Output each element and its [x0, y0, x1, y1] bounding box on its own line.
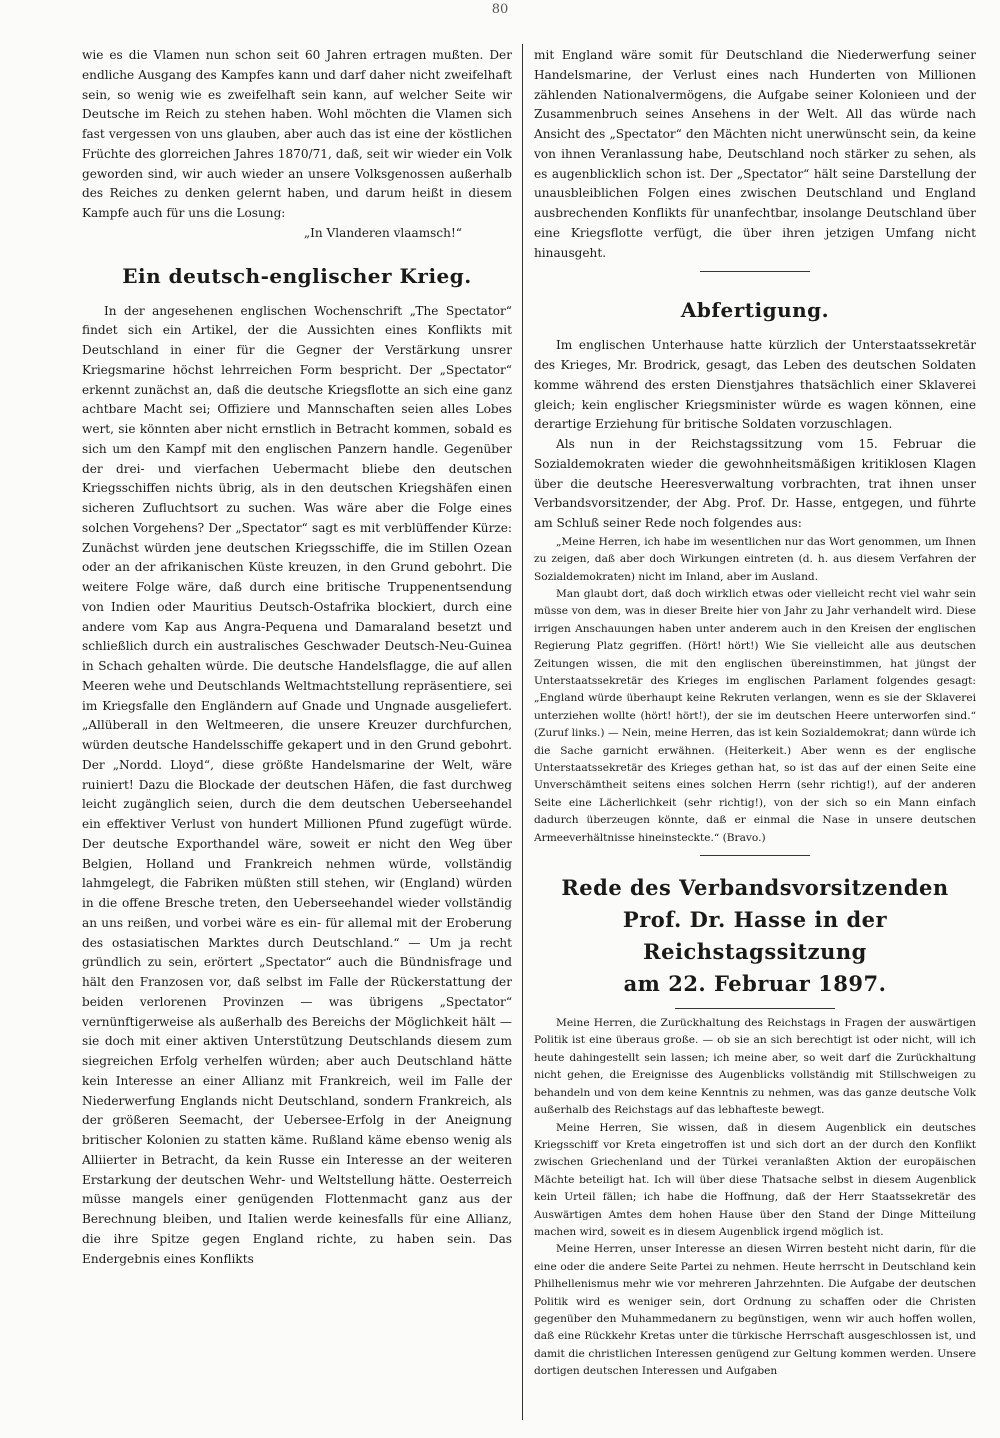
motto: „In Vlanderen vlaamsch!“: [303, 225, 462, 240]
rede-paragraph-3: Meine Herren, unser Interesse an diesen Wirren besteht nicht darin, für die eine oder die andere Seite Partei zu nehmen. Heute herrscht in Deutschland kein Philhellenismus mehr wie vor mehreren Jahrzehnten. Die Aufgabe der deutschen Politik wird es weniger sein, dort Ordnung zu schaffen oder die Christen gegenüber den Muhammedanern zu begünstigen, wenn wir auch hoffen wollen, daß eine Rückkehr Kretas unter die türkische Herrschaft ausgeschlossen ist, und damit die christlichen Interessen genügend zur Geltung kommen werden. Unsere dortigen deutschen Interessen und Aufgaben: [534, 1243, 976, 1378]
rede-paragraph-1: Meine Herren, die Zurückhaltung des Reichstags in Fragen der auswärtigen Politik ist eine überaus große. — ob sie an sich berechtigt ist oder nicht, will ich heute dahingestellt sein lassen; ich meine aber, so weit darf die Zurückhaltung nicht gehen, die Ereignisse des Augenblicks vollständig mit Stillschweigen zu behandeln und von dem keine Kenntnis zu nehmen, was das ganze deutsche Volk außerhalb des Reichstags auf das lebhafteste bewegt.: [534, 1017, 976, 1117]
abfertigung-quote-2: Man glaubt dort, daß doch wirklich etwas oder vielleicht recht viel wahr sein müsse von dem, was in dieser Breite hier von Jahr zu Jahr verhandelt wird. Diese irrigen Anschauungen haben unter anderem auch in den Kreisen der englischen Regierung Platz gegriffen. (Hört! hört!) Wie Sie vielleicht alle aus deutschen Zeitungen wissen, die mit den englischen übereinstimmen, hat jüngst der Unterstaatssekretär des Krieges im englischen Parlament folgendes gesagt: „England würde überhaupt keine Rekruten verlangen, wenn es sie der Sklaverei unterziehen wollte (hört! hört!), der sie im deutschen Heere unterworfen sind.“ (Zuruf links.) — Nein, meine Herren, das ist kein Sozialdemokrat; dann würde ich die Sache garnicht erwähnen. (Heiterkeit.) Aber wenn es der englische Unterstaatssekretär des Krieges gethan hat, so ist das auf der einen Seite eine Unverschämtheit seitens eines solchen Herrn (sehr richtig!), auf der anderen Seite eine Lächerlichkeit (sehr richtig!), von der sich so ein Mann einfach dadurch überzeugen könnte, daß er einmal die Nase in unsere deutschen Armeeverhältnisse hineinsteckte.“ (Bravo.): [534, 587, 976, 844]
abfertigung-paragraph-1: Im englischen Unterhause hatte kürzlich der Unterstaatssekretär des Krieges, Mr. Brodrick, gesagt, das Leben des deutschen Soldaten komme während des ersten Dienstjahres thatsächlich einer Sklaverei gleich; kein englischer Kriegsminister würde es wagen können, eine derartige Erziehung für britische Soldaten vorzuschlagen.: [534, 338, 976, 432]
article-body-krieg: In der angesehenen englischen Wochenschrift „The Spectator“ findet sich ein Artikel, der die Aussichten eines Konflikts mit Deutschland in einer für die Gegner der Verstärkung unsrer Kriegsmarine höchst lehrreichen Form bespricht. Der „Spectator“ erkennt zunächst an, daß die deutsche Kriegsflotte an sich eine ganz achtbare Macht sei; Offiziere und Mannschaften seien alles Lobes wert, sie könnten aber nicht ernstlich in Betracht kommen, sobald es sich um den Kampf mit den englischen Panzern handle. Gegenüber der drei- und vierfachen Uebermacht bliebe den deutschen Kriegsschiffen nichts übrig, als in den deutschen Kriegshäfen einen sicheren Zufluchtsort zu suchen. Was wäre aber die Folge eines solchen Vorgehens? Der „Spectator“ sagt es mit verblüffender Kürze: Zunächst würden jene deutschen Kriegsschiffe, die im Stillen Ozean oder an der afrikanischen Küste kreuzen, in den Grund gebohrt. Die weitere Folge wäre, daß durch eine britische Truppenentsendung von Indien oder Mauritius Deutsch-Ostafrika blockiert, durch eine andere vom Kap aus Angra-Pequena und Damaraland besetzt und schließlich durch ein australisches Geschwader Deutsch-Neu-Guinea in Schach gehalten würde. Die deutsche Handelsflagge, die auf allen Meeren wehe und Deutschlands Weltmachtstellung repräsentiere, sei im Kriegsfalle den Engländern auf Gnade und Ungnade ausgeliefert. „Allüberall in den Weltmeeren, die unsere Kreuzer durchfurchen, würden deutsche Handelsschiffe gekapert und in den Grund gebohrt. Der „Nordd. Lloyd“, diese größte Handelsmarine der Welt, wäre ruiniert! Dazu die Blockade der deutschen Häfen, die fast durchweg leicht zugänglich seien, durch die dem deutschen Ueberseehandel ein effektiver Verlust von hundert Millionen Pfund zugefügt würde. Der deutsche Exporthandel wäre, soweit er nicht den Weg über Belgien, Holland und Frankreich nehmen würde, vollständig lahmgelegt, die Fabriken müßten still stehen, wir (England) würden in die offene Bresche treten, den Ueberseehandel wieder vollständig an uns reißen, und vorbei wäre es ein- für allemal mit der Eroberung des ostasiatischen Marktes durch Deutschland.“ — Um ja recht gründlich zu sein, erörtert „Spectator“ auch die Bündnisfrage und hält den Franzosen vor, daß selbst im Falle der Rückerstattung der beiden verlorenen Provinzen — was übrigens „Spectator“ vernünftigerweise als außerhalb des Bereichs der Möglichkeit hält — sie doch mit einer aktiven Unterstützung Deutschlands diesem zum siegreichen Erfolg verhelfen würden; aber auch Deutschland hätte kein Interesse an einer Allianz mit Frankreich, weil im Falle der Niederwerfung Englands nicht Deutschland, sondern Frankreich, als der größeren Seemacht, der Uebersee-Erfolg in der Aneignung britischer Kolonien zu statten käme. Rußland käme ebenso wenig als Alliierter in Betracht, da kein Russe ein Interesse an der weiteren Erstarkung der deutschen Wehr- und Weltstellung hätte. Oesterreich müsse mangels einer genügenden Flottenmacht ganz aus der Berechnung bleiben, und Italien werde keinesfalls für eine Allianz, die ihre Spitze gegen England richte, zu haben sein. Das Endergebnis eines Konflikts: [82, 303, 512, 1266]
abfertigung-paragraph-2: Als nun in der Reichstagssitzung vom 15. Februar die Sozialdemokraten wieder die gewohnheitsmäßigen kritiklosen Klagen über die deutsche Heeresverwaltung vorbrachten, trat ihnen unser Verbandsvorsitzender, der Abg. Prof. Dr. Hasse, entgegen, und führte am Schluß seiner Rede noch folgendes aus:: [534, 437, 976, 530]
continuation-paragraph: mit England wäre somit für Deutschland die Niederwerfung seiner Handelsmarine, der Verlust eines nach Hunderten von Millionen zählenden Nationalvermögens, die Aufgabe seiner Kolonieen und der Zusammenbruch seines Ansehens in der Welt. All das würde nach Ansicht des „Spectator“ den Mächten nicht unerwünscht sein, da keine von ihnen Veranlassung habe, Deutschland noch stärker zu sehen, als es augenblicklich schon ist. Der „Spectator“ hält seine Darstellung der unausbleiblichen Folgen eines zwischen Deutschland und England ausbrechenden Konflikts für unanfechtbar, insolange Deutschland über eine Kriegsflotte verfügt, die über ihren jetzigen Umfang nicht hinausgeht.: [534, 48, 976, 260]
right-column: [534, 46, 976, 1432]
page-number: 80: [491, 2, 509, 17]
article-title-rede: [534, 856, 976, 1008]
rede-paragraph-2: Meine Herren, Sie wissen, daß in diesem Augenblick ein deutsches Kriegsschiff vor Kreta eingetroffen ist und sich dort an der durch den Konflikt zwischen Griechenland und der Türkei veranlaßten Aktion der europäischen Mächte beteiligt hat. Ich will über diese Thatsache selbst in diesem Augenblick kein Urteil fällen; ich habe die Hoffnung, daß der Herr Staatssekretär des Auswärtigen Amtes dem hohen Hause über den Stand der Dinge Mitteilung machen wird, soweit es in diesem Augenblick irgend möglich ist.: [534, 1121, 976, 1238]
article-title-krieg: Ein deutsch-englischer Krieg.: [122, 263, 472, 288]
left-column: [82, 46, 512, 1430]
rede-title-line-3: am 22. Februar 1897.: [623, 971, 887, 997]
abfertigung-quote-1: „Meine Herren, ich habe im wesentlichen nur das Wort genommen, um Ihnen zu zeigen, daß aber doch Wirkungen eintreten (d. h. aus diesem Verfahren der Sozialdemokraten) nicht im Inland, aber im Ausland.: [534, 535, 976, 583]
article-title-abfertigung: Abfertigung.: [680, 298, 830, 323]
rede-title-line-1: Rede des Verbandsvorsitzenden: [561, 875, 949, 901]
rede-title-line-2: Prof. Dr. Hasse in der Reichstagssitzung: [622, 907, 888, 965]
opening-paragraph: wie es die Vlamen nun schon seit 60 Jahren ertragen mußten. Der endliche Ausgang des Kampfes kann und darf daher nicht zweifelhaft sein, so wenig wie es zweifelhaft sein kann, auf welcher Seite wir Deutsche im Reich zu stehen haben. Wohl möchten die Vlamen sich fast vergessen von uns glauben, aber auch das ist eine der köstlichen Früchte des glorreichen Jahres 1870/71, daß, seit wir wieder ein Volk geworden sind, wir auch wieder an unsere Volksgenossen außerhalb des Reiches zu denken gelernt haben, und darum heißt in diesem Kampfe auch für uns die Losung:: [82, 48, 512, 220]
rede-title-underline: [675, 1008, 835, 1009]
column-divider: [522, 44, 523, 1420]
